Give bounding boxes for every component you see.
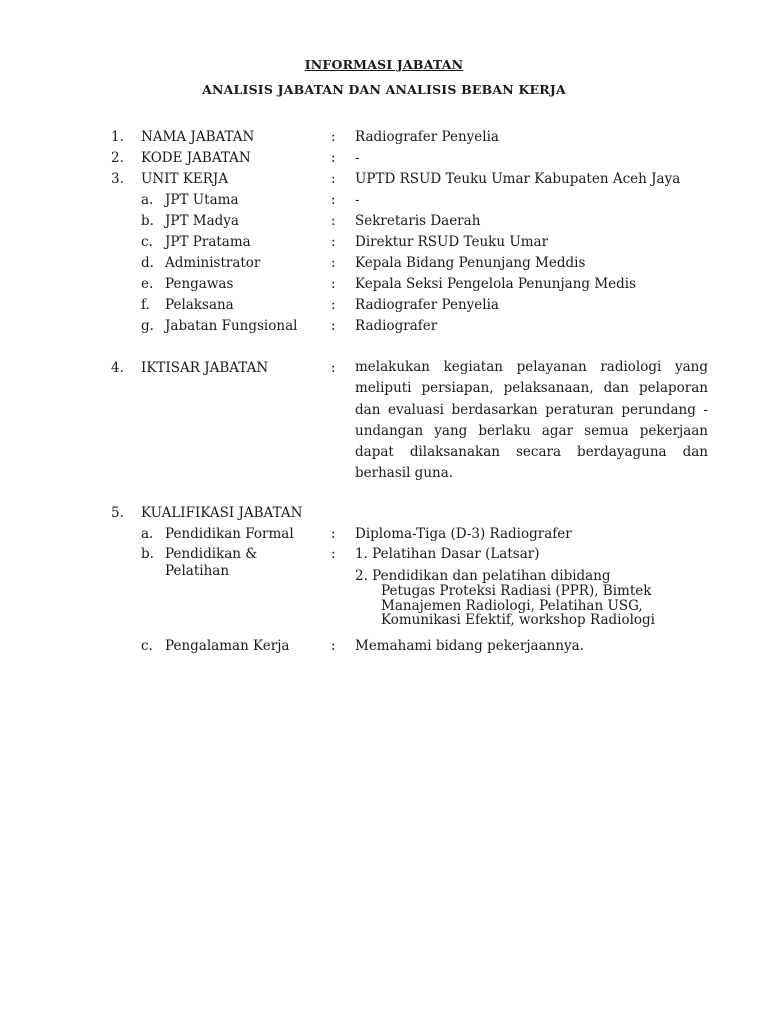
jpt-madya-label: JPT Madya — [165, 213, 239, 229]
colon-separator: : — [331, 638, 336, 654]
colon-separator: : — [331, 318, 336, 334]
pendidikan-formal-value: Diploma-Tiga (D-3) Radiografer — [355, 526, 572, 542]
item-number: 4. — [111, 360, 124, 376]
jpt-utama-value: - — [355, 192, 360, 208]
pelatihan-label-line2: Pelatihan — [165, 563, 230, 579]
colon-separator: : — [331, 171, 336, 187]
document-title: INFORMASI JABATAN — [304, 57, 464, 72]
item-number: 1. — [111, 129, 124, 145]
jpt-madya-value: Sekretaris Daerah — [355, 213, 481, 229]
kualifikasi-jabatan-label: KUALIFIKASI JABATAN — [141, 505, 303, 521]
document-subtitle: ANALISIS JABATAN DAN ANALISIS BEBAN KERJA — [202, 82, 566, 97]
pelatihan-item-2-line3: Manajemen Radiologi, Pelatihan USG, — [381, 598, 643, 614]
pelatihan-item-2-line4: Komunikasi Efektif, workshop Radiologi — [381, 612, 656, 628]
item-number: 5. — [111, 505, 124, 521]
pendidikan-formal-label: Pendidikan Formal — [165, 526, 294, 542]
kode-jabatan-label: KODE JABATAN — [141, 150, 251, 166]
jpt-pratama-value: Direktur RSUD Teuku Umar — [355, 234, 549, 250]
colon-separator: : — [331, 234, 336, 250]
sub-letter: e. — [141, 276, 154, 292]
colon-separator: : — [331, 526, 336, 542]
jpt-utama-label: JPT Utama — [165, 192, 239, 208]
colon-separator: : — [331, 297, 336, 313]
sub-letter: f. — [141, 297, 150, 313]
jpt-pratama-label: JPT Pratama — [165, 234, 251, 250]
pengawas-label: Pengawas — [165, 276, 234, 292]
sub-letter: a. — [141, 192, 154, 208]
kode-jabatan-value: - — [355, 150, 360, 166]
administrator-value: Kepala Bidang Penunjang Meddis — [355, 255, 586, 271]
colon-separator: : — [331, 192, 336, 208]
item-number: 3. — [111, 171, 124, 187]
pelatihan-item-1: 1. Pelatihan Dasar (Latsar) — [355, 546, 540, 562]
pengalaman-kerja-value: Memahami bidang pekerjaannya. — [355, 638, 584, 654]
unit-kerja-label: UNIT KERJA — [141, 171, 229, 187]
administrator-label: Administrator — [165, 255, 261, 271]
unit-kerja-value: UPTD RSUD Teuku Umar Kabupaten Aceh Jaya — [355, 171, 681, 187]
pelatihan-item-2-line2: Petugas Proteksi Radiasi (PPR), Bimtek — [381, 583, 652, 599]
sub-letter: c. — [141, 234, 153, 250]
pelaksana-value: Radiografer Penyelia — [355, 297, 499, 313]
pelatihan-label-line1: Pendidikan & — [165, 546, 258, 562]
jabatan-fungsional-label: Jabatan Fungsional — [165, 318, 298, 334]
sub-letter: c. — [141, 638, 153, 654]
iktisar-jabatan-label: IKTISAR JABATAN — [141, 360, 269, 376]
sub-letter: b. — [141, 546, 154, 562]
colon-separator: : — [331, 255, 336, 271]
colon-separator: : — [331, 360, 336, 376]
pengawas-value: Kepala Seksi Pengelola Penunjang Medis — [355, 276, 637, 292]
pelaksana-label: Pelaksana — [165, 297, 234, 313]
colon-separator: : — [331, 129, 336, 145]
colon-separator: : — [331, 546, 336, 562]
nama-jabatan-label: NAMA JABATAN — [141, 129, 255, 145]
pelatihan-item-2: 2. Pendidikan dan pelatihan dibidang — [355, 568, 611, 584]
sub-letter: g. — [141, 318, 154, 334]
sub-letter: d. — [141, 255, 154, 271]
nama-jabatan-value: Radiografer Penyelia — [355, 129, 499, 145]
iktisar-jabatan-text: melakukan kegiatan pelayanan radiologi yang meliputi persiapan, pelaksanaan, dan pelaporan dan evaluasi berdasarkan peraturan perundang - undangan yang berlaku agar semua pekerjaan dapat dilaksanakan secara berdayaguna dan berhasil guna. — [355, 359, 708, 482]
colon-separator: : — [331, 213, 336, 229]
colon-separator: : — [331, 150, 336, 166]
sub-letter: a. — [141, 526, 154, 542]
item-number: 2. — [111, 150, 124, 166]
sub-letter: b. — [141, 213, 154, 229]
colon-separator: : — [331, 276, 336, 292]
jabatan-fungsional-value: Radiografer — [355, 318, 438, 334]
pengalaman-kerja-label: Pengalaman Kerja — [165, 638, 290, 654]
